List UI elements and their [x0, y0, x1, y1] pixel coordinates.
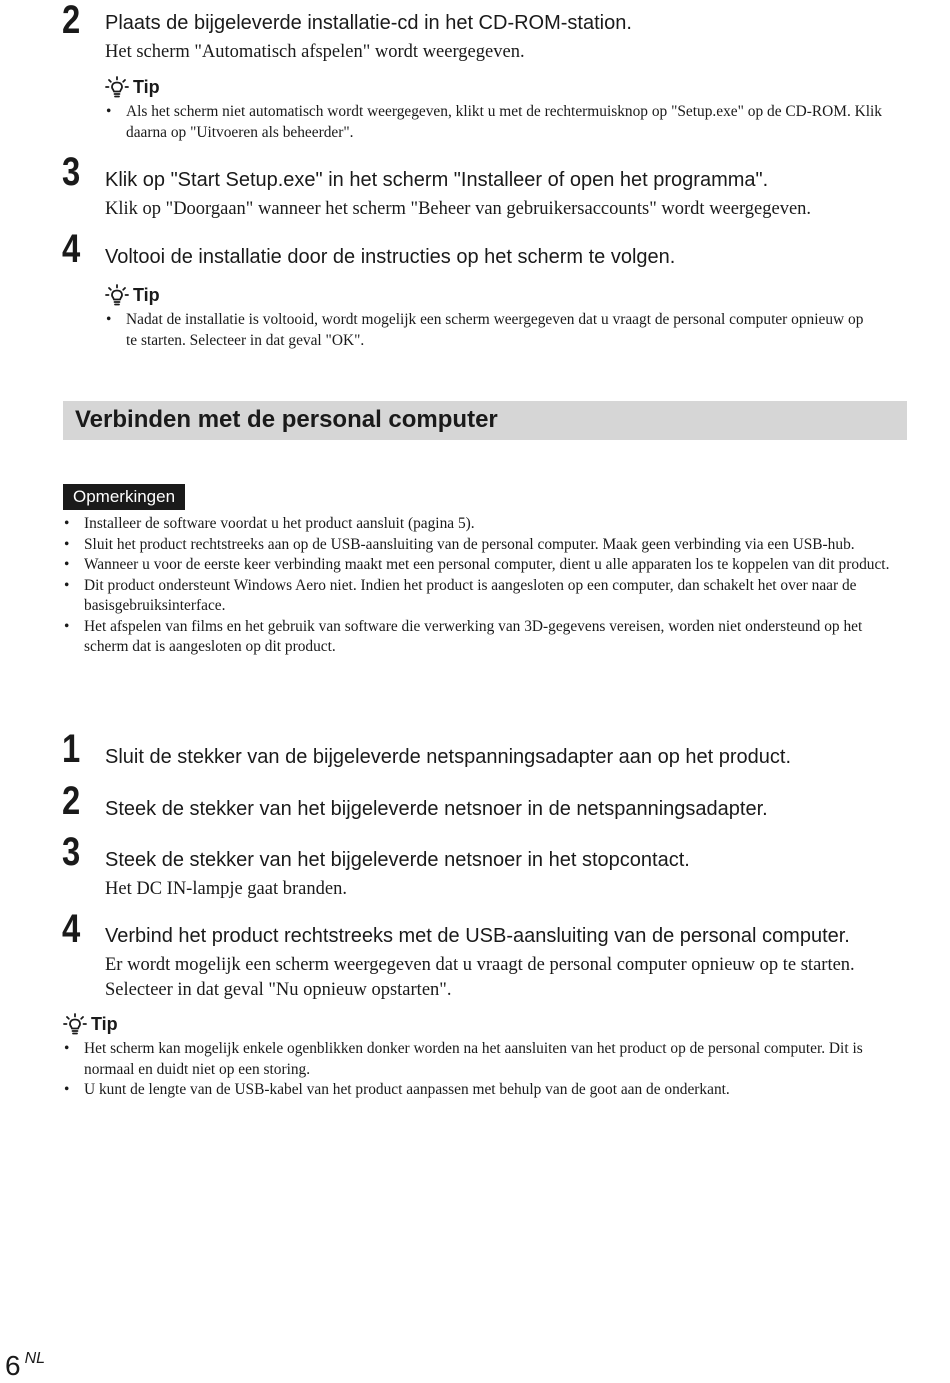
list-item: • Nadat de installatie is voltooid, wordt mogelijk een scherm weergegeven dat u vraagt de personal computer opnieuw op te starten. Selecteer in dat geval "OK".: [106, 310, 866, 351]
step-title: Verbind het product rechtstreeks met de USB-aansluiting van de personal computer.: [105, 925, 850, 947]
step-title: Steek de stekker van het bijgeleverde netsnoer in het stopcontact.: [105, 849, 690, 871]
tip-list: [64, 1039, 864, 1101]
lightbulb-icon: [105, 76, 129, 98]
step-number: 4: [62, 227, 81, 271]
tip-list: [106, 310, 866, 351]
step-title: Voltooi de installatie door de instructies op het scherm te volgen.: [105, 246, 676, 268]
step-title: Plaats de bijgeleverde installatie-cd in het CD-ROM-station.: [105, 12, 632, 34]
list-item: • Het afspelen van films en het gebruik van software die verwerking van 3D-gegevens vereisen, worden niet ondersteund op het scherm dat is aangesloten op dit product.: [64, 617, 906, 658]
step-title: Sluit de stekker van de bijgeleverde netspanningsadapter aan op het product.: [105, 746, 792, 768]
list-item: • U kunt de lengte van de USB-kabel van het product aanpassen met behulp van de goot aan de onderkant.: [64, 1080, 864, 1101]
lightbulb-icon: [63, 1013, 87, 1035]
lightbulb-icon: [105, 284, 129, 306]
step-title: Klik op "Start Setup.exe" in het scherm "Installeer of open het programma".: [105, 169, 769, 191]
page-language: NL: [24, 1350, 46, 1367]
list-item: • Het scherm kan mogelijk enkele ogenblikken donker worden na het aansluiten van het product op de personal computer. Dit is normaal en duidt niet op een storing.: [64, 1039, 864, 1080]
page-footer: [5, 1350, 45, 1382]
tip-list: [106, 102, 906, 143]
tip-heading: [105, 284, 160, 306]
tip-label: Tip: [133, 285, 160, 305]
step-number: 1: [62, 727, 81, 771]
section-title: Verbinden met de personal computer: [75, 406, 498, 433]
page-number: 6: [5, 1350, 21, 1381]
step-number: 4: [62, 907, 81, 951]
step-subtext: Het scherm "Automatisch afspelen" wordt weergegeven.: [105, 42, 525, 62]
section-header: [63, 401, 907, 440]
list-item: • Als het scherm niet automatisch wordt weergegeven, klikt u met de rechtermuisknop op "Setup.exe" op de CD-ROM. Klik daarna op "Uitvoeren als beheerder".: [106, 102, 906, 143]
step-subtext: Klik op "Doorgaan" wanneer het scherm "Beheer van gebruikersaccounts" wordt weergegeven.: [105, 199, 812, 219]
tip-label: Tip: [133, 77, 160, 97]
step-title: Steek de stekker van het bijgeleverde netsnoer in de netspanningsadapter.: [105, 798, 768, 820]
notes-list: [64, 514, 906, 658]
step-subtext: Het DC IN-lampje gaat branden.: [105, 879, 347, 899]
step-number: 3: [62, 830, 81, 874]
step-number: 2: [62, 0, 81, 42]
list-item: • Sluit het product rechtstreeks aan op de USB-aansluiting van de personal computer. Maak geen verbinding via een USB-hub.: [64, 535, 906, 556]
step-number: 3: [62, 150, 81, 194]
step-subtext: Er wordt mogelijk een scherm weergegeven dat u vraagt de personal computer opnieuw op te starten. Selecteer in dat geval "Nu opnieuw opstarten".: [105, 955, 855, 1000]
list-item: • Dit product ondersteunt Windows Aero niet. Indien het product is aangesloten op een computer, dan schakelt het over naar de basisgebruiksinterface.: [64, 576, 906, 617]
step-number: 2: [62, 779, 81, 823]
notes-label: Opmerkingen: [63, 484, 185, 510]
tip-heading: [63, 1013, 118, 1035]
list-item: • Installeer de software voordat u het product aansluit (pagina 5).: [64, 514, 906, 535]
tip-label: Tip: [91, 1014, 118, 1034]
tip-heading: [105, 76, 160, 98]
list-item: • Wanneer u voor de eerste keer verbinding maakt met een personal computer, dient u alle apparaten los te koppelen van dit product.: [64, 555, 906, 576]
